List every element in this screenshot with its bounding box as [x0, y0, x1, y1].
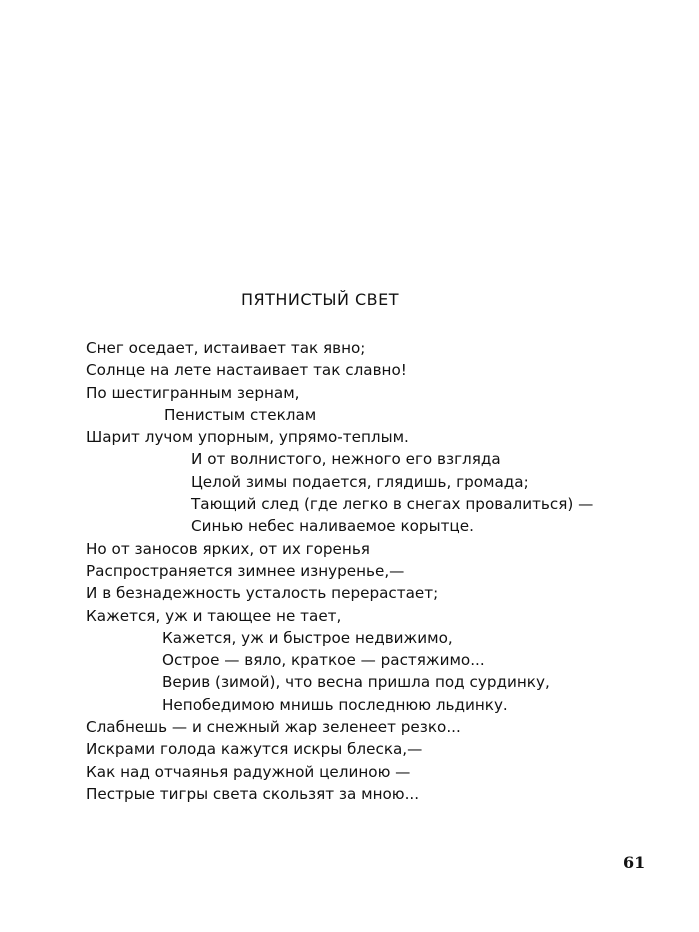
poem-line: И от волнистого, нежного его взгляда — [191, 450, 501, 469]
poem-line: Синью небес наливаемое корытце. — [191, 517, 474, 536]
poem-line: Как над отчаянья радужной целиною — — [86, 762, 411, 781]
poem-line: Целой зимы подается, глядишь, громада; — [191, 472, 529, 491]
poem-line: По шестигранным зернам, — [86, 383, 300, 402]
poem-line: Непобедимою мнишь последнюю льдинку. — [162, 695, 508, 714]
page-number: 61 — [623, 853, 646, 872]
poem-line: Пенистым стеклам — [164, 405, 317, 424]
poem-line: Тающий след (где легко в снегах провалиться) — — [191, 495, 594, 514]
poem-line: Снег оседает, истаивает так явно; — [86, 339, 366, 357]
poem-line: Острое — вяло, краткое — растяжимо... — [162, 651, 485, 670]
poem-line: Но от заносов ярких, от их горенья — [86, 539, 370, 558]
poem-line: И в безнадежность усталость перерастает; — [86, 584, 439, 603]
poem-line: Шарит лучом упорным, упрямо-теплым. — [86, 428, 409, 447]
poem-body — [86, 337, 646, 805]
poem-line: Кажется, уж и тающее не тает, — [86, 606, 342, 625]
poem-line: Пестрые тигры света скользят за мною... — [86, 784, 420, 803]
poem-line: Искрами голода кажутся искры блеска,— — [86, 740, 423, 759]
poem-line: Верив (зимой), что весна пришла под сурдинку, — [162, 673, 550, 692]
poem-line: Распространяется зимнее изнуренье,— — [86, 561, 405, 580]
poem-line: Солнце на лете настаивает так славно! — [86, 361, 407, 380]
poem-line: Слабнешь — и снежный жар зеленеет резко... — [86, 718, 461, 737]
poem-title: ПЯТНИСТЫЙ СВЕТ — [240, 290, 400, 309]
poem-line: Кажется, уж и быстрое недвижимо, — [162, 628, 453, 647]
